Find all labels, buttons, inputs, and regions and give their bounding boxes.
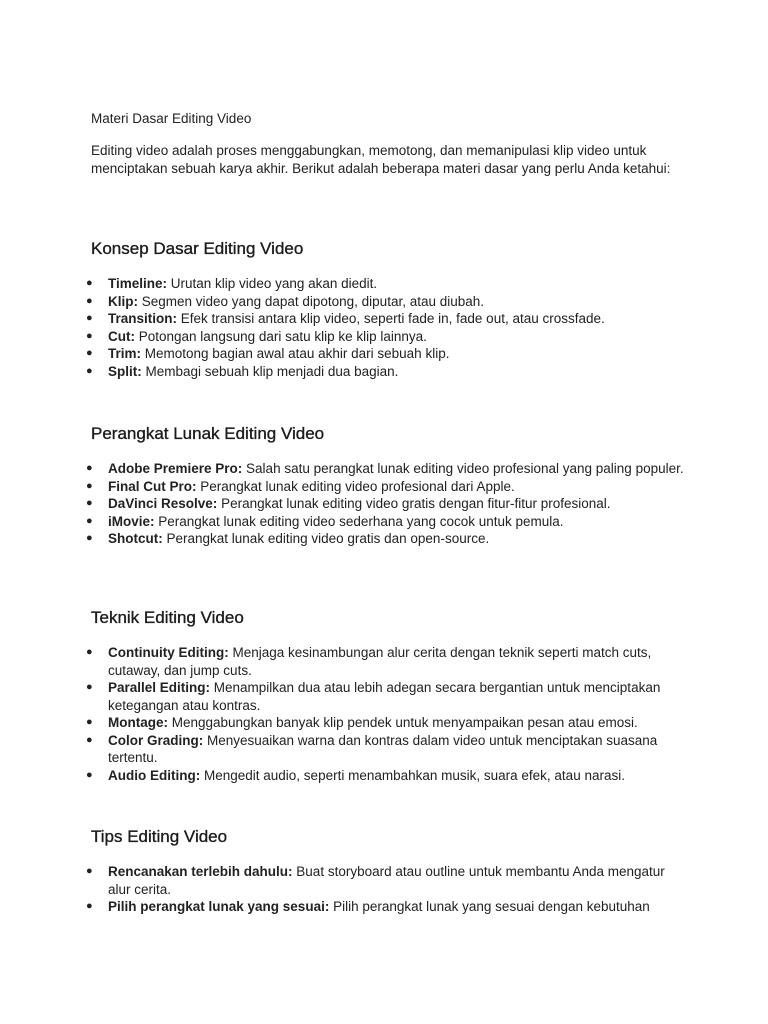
intro-paragraph: Editing video adalah proses menggabungkan, memotong, dan memanipulasi klip video untuk menciptakan sebuah karya akhir. Berikut adalah beberapa materi dasar yang perlu Anda ketahui: (91, 143, 671, 176)
item-text: Menggabungkan banyak klip pendek untuk menyampaikan pesan atau emosi. (168, 715, 638, 730)
bullet-icon: ● (86, 479, 93, 492)
item-text: Salah satu perangkat lunak editing video profesional yang paling populer. (242, 461, 684, 476)
section-heading: Konsep Dasar Editing Video (91, 239, 304, 258)
bullet-icon: ● (86, 462, 93, 474)
list-item (86, 644, 688, 679)
item-text: Efek transisi antara klip video, seperti fade in, fade out, atau crossfade. (177, 311, 605, 326)
list-item (86, 898, 688, 916)
item-text: Menampilkan dua atau lebih adegan secara bergantian untuk menciptakan ketegangan atau kontras. (108, 680, 661, 713)
bullet-icon: ● (86, 294, 93, 307)
section-perangkat-lunak (86, 423, 691, 546)
item-text: Menjaga kesinambungan alur cerita dengan teknik seperti match cuts, cutaway, dan jump cuts. (108, 645, 652, 678)
item-term: Pilih perangkat lunak yang sesuai: (108, 899, 330, 914)
bullet-icon: ● (86, 865, 93, 877)
bullet-icon: ● (86, 347, 93, 359)
list-item (86, 767, 688, 785)
item-text: Mengedit audio, seperti menambahkan musik, suara efek, atau narasi. (200, 767, 625, 783)
item-text: Perangkat lunak editing video profesional dari Apple. (196, 478, 515, 494)
item-text: Memotong bagian awal atau akhir dari sebuah klip. (141, 346, 450, 361)
bullet-icon: ● (86, 497, 93, 509)
bullet-icon: ● (86, 514, 93, 527)
item-term: Montage: (108, 715, 168, 730)
item-term: DaVinci Resolve: (108, 496, 218, 511)
section-tips-editing (86, 826, 691, 914)
item-text: Perangkat lunak editing video gratis dan open-source. (162, 531, 490, 546)
item-term: Split: (108, 363, 142, 379)
list-item (86, 363, 688, 381)
list-item (86, 478, 688, 496)
list-item (86, 293, 688, 311)
item-term: Shotcut: (108, 531, 163, 546)
item-term: Parallel Editing: (108, 680, 211, 695)
list-item (86, 530, 688, 548)
item-text: Perangkat lunak editing video gratis dengan fitur-fitur profesional. (217, 496, 611, 511)
item-text: Urutan klip video yang akan diedit. (167, 276, 378, 291)
list-item (86, 679, 688, 714)
bullet-icon: ● (86, 768, 93, 781)
list-item (86, 495, 688, 513)
item-term: Transition: (108, 311, 178, 326)
item-term: Klip: (108, 293, 138, 309)
bullet-icon: ● (86, 646, 93, 658)
bullet-icon: ● (86, 532, 93, 544)
item-text: Potongan langsung dari satu klip ke klip lainnya. (135, 328, 427, 344)
section-konsep-dasar (86, 238, 691, 379)
bullet-icon: ● (86, 733, 93, 746)
bullet-list (86, 275, 688, 380)
item-text: Perangkat lunak editing video sederhana yang cocok untuk pemula. (154, 513, 564, 529)
item-text: Menyesuaikan warna dan kontras dalam video untuk menciptakan suasana tertentu. (108, 732, 658, 765)
item-term: Final Cut Pro: (108, 478, 197, 494)
list-item (86, 714, 688, 732)
item-text: Segmen video yang dapat dipotong, diputar, atau diubah. (138, 293, 485, 309)
item-term: Timeline: (108, 276, 168, 291)
list-item (86, 345, 688, 363)
bullet-icon: ● (86, 329, 93, 342)
item-term: Audio Editing: (108, 767, 201, 783)
item-term: Trim: (108, 346, 142, 361)
bullet-icon: ● (86, 364, 93, 377)
list-item (86, 863, 688, 898)
item-term: iMovie: (108, 513, 155, 529)
item-term: Color Grading: (108, 732, 204, 748)
document-title: Materi Dasar Editing Video (91, 111, 252, 126)
list-item (86, 513, 688, 531)
bullet-list (86, 863, 688, 916)
bullet-list (86, 460, 688, 548)
bullet-list (86, 644, 688, 784)
list-item (86, 460, 688, 478)
item-term: Rencanakan terlebih dahulu: (108, 864, 293, 879)
item-text: Buat storyboard atau outline untuk membantu Anda mengatur alur cerita. (108, 864, 665, 897)
section-heading: Perangkat Lunak Editing Video (91, 424, 325, 443)
section-heading: Teknik Editing Video (91, 608, 244, 627)
bullet-icon: ● (86, 900, 93, 912)
item-term: Adobe Premiere Pro: (108, 461, 243, 476)
bullet-icon: ● (86, 277, 93, 289)
item-term: Cut: (108, 328, 135, 344)
list-item (86, 328, 688, 346)
item-term: Continuity Editing: (108, 645, 229, 660)
bullet-icon: ● (86, 681, 93, 693)
item-text: Membagi sebuah klip menjadi dua bagian. (141, 363, 399, 379)
item-text: Pilih perangkat lunak yang sesuai dengan kebutuhan (329, 899, 650, 914)
list-item (86, 310, 688, 328)
list-item (86, 275, 688, 293)
section-teknik-editing (86, 607, 691, 783)
bullet-icon: ● (86, 312, 93, 324)
section-heading: Tips Editing Video (91, 827, 228, 846)
list-item (86, 732, 688, 767)
bullet-icon: ● (86, 716, 93, 728)
